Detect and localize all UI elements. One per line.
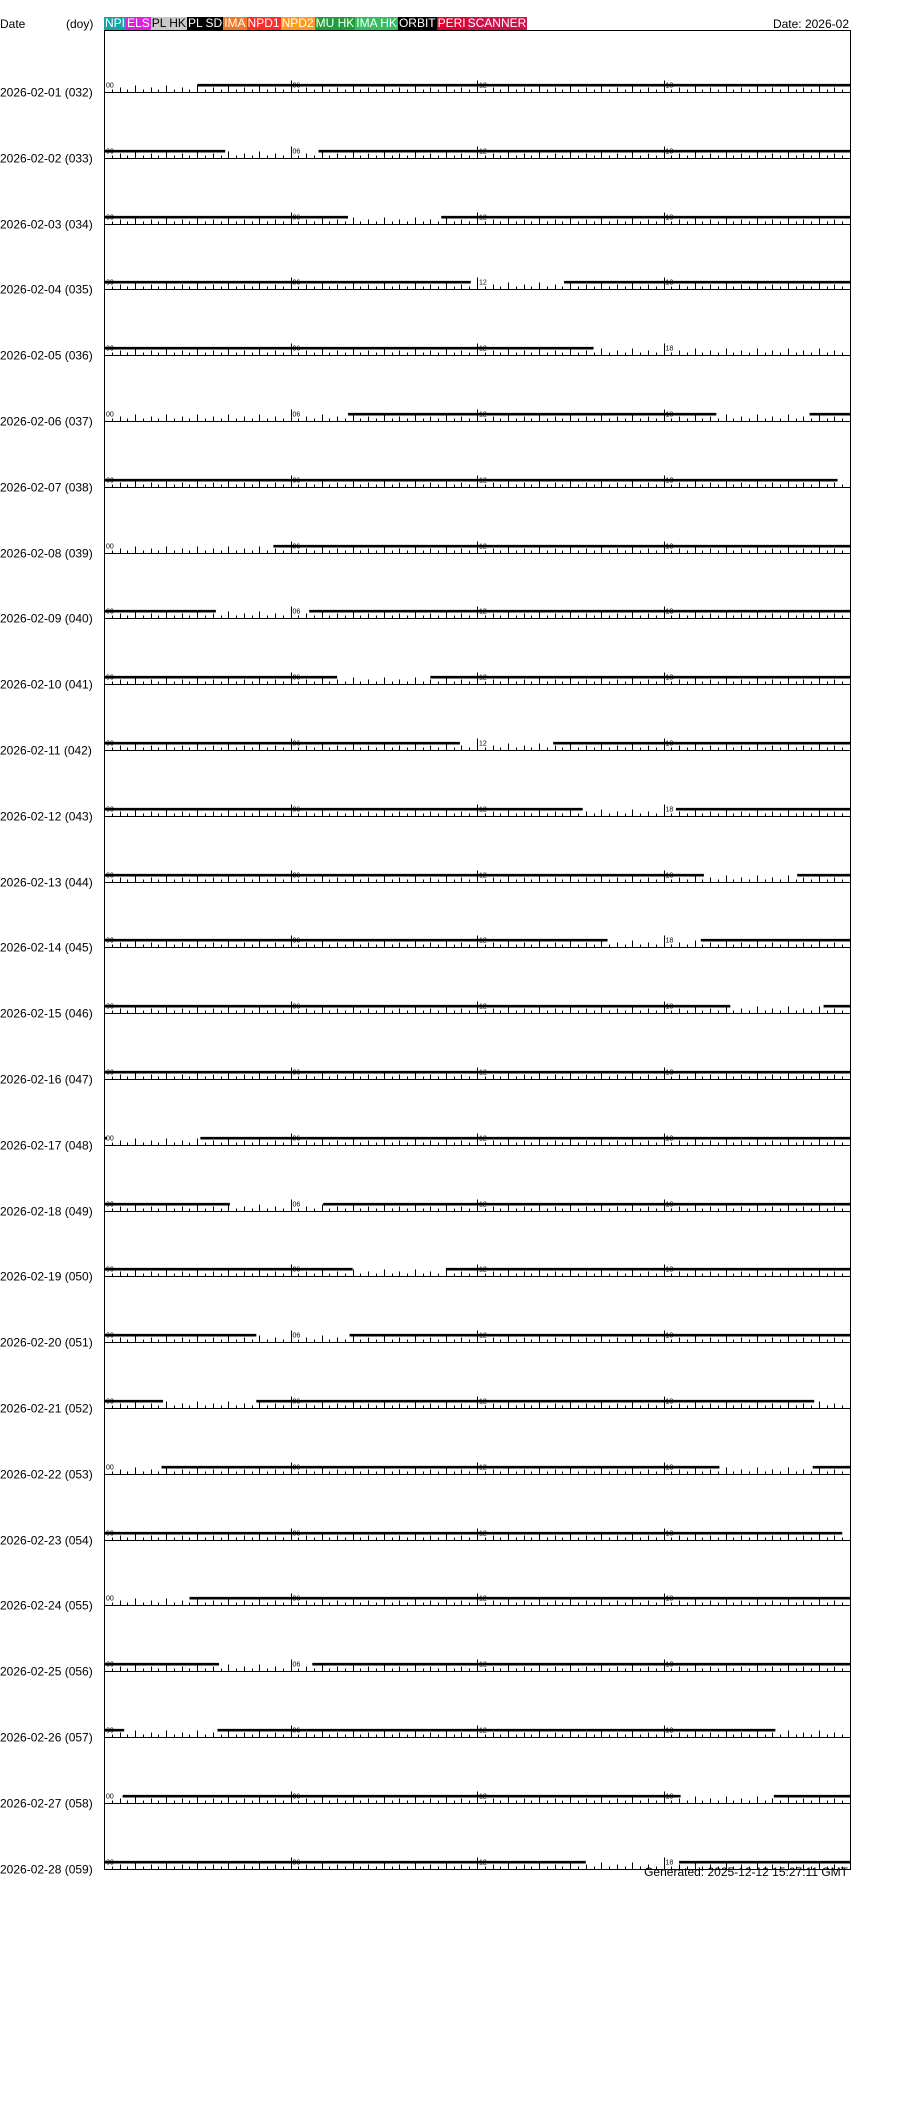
day-label: 2026-02-19 (050) [0,1269,93,1284]
legend-item-mu-hk: MU HK [315,16,355,30]
hour-tick-label: 18 [665,1859,674,1867]
doy-column-label: (doy) [66,17,94,31]
legend-item-peri: PERI [437,16,466,30]
day-label: 2026-02-01 (032) [0,85,93,100]
hour-tick-label: 00 [106,608,114,616]
day-label: 2026-02-17 (048) [0,1138,93,1153]
day-label: 2026-02-28 (059) [0,1862,93,1877]
hour-tick-label: 06 [292,806,301,814]
hour-tick-label: 12 [479,477,487,485]
hour-tick-label: 18 [665,1003,674,1011]
hour-tick-label: 06 [292,1069,301,1077]
hour-tick-label: 18 [665,477,674,485]
hour-tick-label: 12 [479,1266,487,1274]
hour-tick-label: 06 [292,1727,301,1735]
day-label: 2026-02-20 (051) [0,1335,93,1350]
hour-tick-label: 18 [665,1530,674,1538]
hour-tick-label: 00 [106,345,114,353]
hour-tick-label: 06 [292,1398,301,1406]
hour-tick-label: 06 [292,411,301,419]
hour-tick-label: 18 [665,82,674,90]
hour-tick-label: 12 [479,1003,487,1011]
hour-tick-label: 06 [292,279,301,287]
hour-tick-label: 12 [479,872,487,880]
hour-tick-label: 12 [479,214,487,222]
hour-tick-label: 12 [479,937,487,945]
day-label: 2026-02-06 (037) [0,414,93,429]
day-label: 2026-02-07 (038) [0,480,93,495]
hour-tick-label: 18 [665,937,674,945]
hour-tick-label: 18 [665,1595,674,1603]
hour-tick-label: 18 [665,1266,674,1274]
hour-tick-label: 18 [665,806,674,814]
legend-item-scanner: SCANNER [467,16,527,30]
hour-tick-label: 12 [479,411,487,419]
hour-tick-label: 12 [479,1661,487,1669]
day-label: 2026-02-25 (056) [0,1664,93,1679]
hour-tick-label: 00 [106,1266,114,1274]
hour-tick-label: 18 [665,1398,674,1406]
legend-item-els: ELS [127,16,150,30]
hour-tick-label: 06 [292,1201,301,1209]
legend-item-npd1: NPD1 [247,16,280,30]
day-label: 2026-02-26 (057) [0,1730,93,1745]
legend-item-npi: NPI [105,16,126,30]
hour-tick-label: 18 [665,1135,674,1143]
day-label: 2026-02-02 (033) [0,151,93,166]
hour-tick-label: 00 [106,1069,114,1077]
legend-item-ima: IMA [224,16,246,30]
hour-tick-label: 00 [106,806,114,814]
hour-tick-label: 06 [292,1661,301,1669]
hour-tick-label: 18 [665,148,674,156]
hour-tick-label: 06 [292,214,301,222]
hour-tick-label: 18 [665,1464,674,1472]
hour-tick-label: 12 [479,1595,487,1603]
hour-tick-label: 06 [292,1003,301,1011]
hour-tick-label: 06 [292,740,301,748]
day-label: 2026-02-03 (034) [0,217,93,232]
hour-tick-label: 18 [665,674,674,682]
hour-tick-label: 12 [479,1464,487,1472]
hour-tick-label: 18 [665,608,674,616]
day-label: 2026-02-15 (046) [0,1006,93,1021]
legend-item-orbit: ORBIT [398,16,436,30]
hour-tick-label: 12 [479,279,487,287]
day-label: 2026-02-05 (036) [0,348,93,363]
hour-tick-label: 12 [479,1859,487,1867]
hour-tick-label: 00 [106,411,114,419]
hour-tick-label: 18 [665,214,674,222]
hour-tick-label: 18 [665,1793,674,1801]
hour-tick-label: 06 [292,1464,301,1472]
hour-tick-label: 00 [106,1530,114,1538]
hour-tick-label: 00 [106,279,114,287]
hour-tick-label: 18 [665,279,674,287]
hour-tick-label: 12 [479,148,487,156]
hour-tick-label: 18 [665,1332,674,1340]
day-label: 2026-02-08 (039) [0,546,93,561]
hour-tick-label: 12 [479,1135,487,1143]
hour-tick-label: 18 [665,740,674,748]
hour-tick-label: 18 [665,543,674,551]
day-label: 2026-02-04 (035) [0,282,93,297]
day-label: 2026-02-10 (041) [0,677,93,692]
hour-tick-label: 00 [106,1332,114,1340]
hour-tick-label: 06 [292,543,301,551]
hour-tick-label: 06 [292,1793,301,1801]
hour-tick-label: 06 [292,608,301,616]
hour-tick-label: 00 [106,740,114,748]
hour-tick-label: 00 [106,148,114,156]
hour-tick-label: 00 [106,477,114,485]
hour-tick-label: 12 [479,1069,487,1077]
hour-tick-label: 18 [665,345,674,353]
day-label: 2026-02-14 (045) [0,940,93,955]
day-label: 2026-02-21 (052) [0,1401,93,1416]
hour-tick-label: 06 [292,1859,301,1867]
day-label: 2026-02-27 (058) [0,1796,93,1811]
legend-item-pl-hk: PL HK [151,16,186,30]
hour-tick-label: 00 [106,82,114,90]
day-label: 2026-02-09 (040) [0,611,93,626]
hour-tick-label: 00 [106,872,114,880]
generated-timestamp: Generated: 2025-12-12 15:27:11 GMT [644,1865,848,1879]
hour-tick-label: 06 [292,872,301,880]
hour-tick-label: 06 [292,937,301,945]
day-label: 2026-02-12 (043) [0,809,93,824]
day-label: 2026-02-22 (053) [0,1467,93,1482]
hour-tick-label: 18 [665,872,674,880]
hour-tick-label: 18 [665,1201,674,1209]
hour-tick-label: 00 [106,1595,114,1603]
hour-tick-label: 12 [479,608,487,616]
hour-tick-label: 00 [106,1003,114,1011]
hour-tick-label: 18 [665,411,674,419]
hour-tick-label: 12 [479,1530,487,1538]
hour-tick-label: 18 [665,1727,674,1735]
hour-tick-label: 12 [479,543,487,551]
hour-tick-label: 06 [292,1530,301,1538]
day-label: 2026-02-23 (054) [0,1533,93,1548]
hour-tick-label: 18 [665,1069,674,1077]
hour-tick-label: 00 [106,1135,114,1143]
hour-tick-label: 06 [292,477,301,485]
hour-tick-label: 00 [106,674,114,682]
hour-tick-label: 06 [292,82,301,90]
hour-tick-label: 12 [479,674,487,682]
legend-item-pl-sd: PL SD [187,16,223,30]
hour-tick-label: 00 [106,543,114,551]
hour-tick-label: 06 [292,148,301,156]
month-label: Date: 2026-02 [772,17,849,31]
legend-item-ima-hk: IMA HK [356,16,397,30]
hour-tick-label: 12 [479,1201,487,1209]
hour-tick-label: 06 [292,1332,301,1340]
hour-tick-label: 06 [292,1595,301,1603]
legend-item-npd2: NPD2 [281,16,314,30]
hour-tick-label: 00 [106,1398,114,1406]
day-label: 2026-02-11 (042) [0,743,92,758]
hour-tick-label: 06 [292,1135,301,1143]
hour-tick-label: 00 [106,1661,114,1669]
hour-tick-label: 12 [479,1793,487,1801]
hour-tick-label: 00 [106,1859,114,1867]
day-label: 2026-02-24 (055) [0,1598,93,1613]
hour-tick-label: 00 [106,214,114,222]
hour-tick-label: 00 [106,1727,114,1735]
hour-tick-label: 06 [292,674,301,682]
hour-tick-label: 12 [479,1727,487,1735]
hour-tick-label: 12 [479,1332,487,1340]
hour-tick-label: 06 [292,1266,301,1274]
day-label: 2026-02-13 (044) [0,875,93,890]
day-label: 2026-02-18 (049) [0,1204,93,1219]
hour-tick-label: 00 [106,1793,114,1801]
date-column-label: Date [0,17,26,31]
hour-tick-label: 12 [479,345,487,353]
hour-tick-label: 12 [479,740,487,748]
hour-tick-label: 18 [665,1661,674,1669]
hour-tick-label: 12 [479,1398,487,1406]
hour-tick-label: 06 [292,345,301,353]
hour-tick-label: 00 [106,1464,114,1472]
hour-tick-label: 12 [479,806,487,814]
hour-tick-label: 00 [106,937,114,945]
hour-tick-label: 00 [106,1201,114,1209]
day-label: 2026-02-16 (047) [0,1072,93,1087]
hour-tick-label: 12 [479,82,487,90]
